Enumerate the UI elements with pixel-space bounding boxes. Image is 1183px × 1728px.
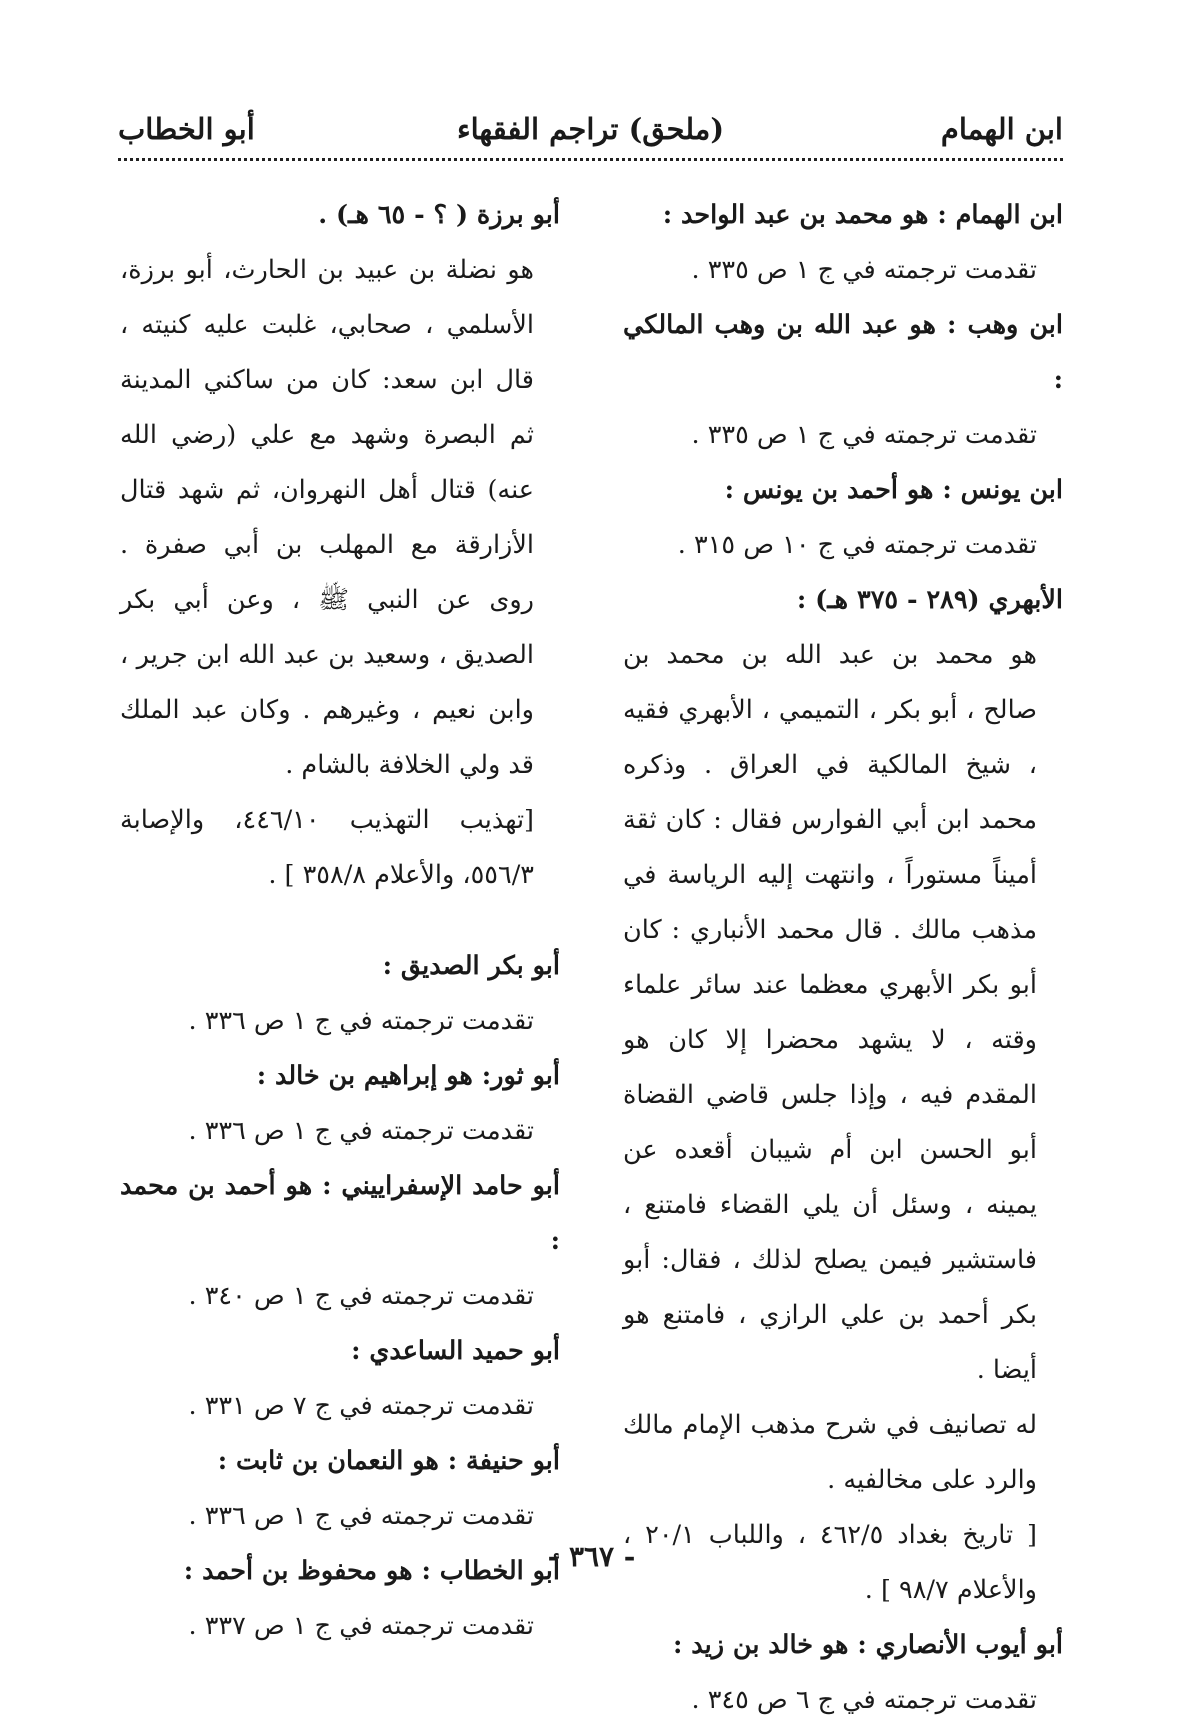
entry-text: تقدمت ترجمته في ج ١ ص ٣٣٦ . (188, 1501, 534, 1531)
entry-text: له تصانيف في شرح مذهب الإمام مالك والرد على مخالفيه . (623, 1410, 1037, 1495)
page-number: - ٣٦٧ - (547, 1540, 636, 1573)
page-header (118, 112, 1063, 158)
entry-heading: أبو حنيفة : هو النعمان بن ثابت : (217, 1446, 560, 1476)
header-left-title: أبو الخطاب (118, 112, 255, 146)
entry-heading: ابن يونس : هو أحمد بن يونس : (724, 475, 1063, 505)
paragraph-gap (120, 903, 560, 939)
entry-text: [ تاريخ بغداد ٤٦٢/٥ ، واللباب ٢٠/١ ، والأعلام ٩٨/٧ ] . (623, 1520, 1037, 1605)
entry-text: تقدمت ترجمته في ج ٦ ص ٣٤٥ . (691, 1685, 1037, 1715)
entry-text: تقدمت ترجمته في ج ١ ص ٣٣٥ . (691, 255, 1037, 285)
entry-text: هو نضلة بن عبيد بن الحارث، أبو برزة، الأسلمي ، صحابي، غلبت عليه كنيته ، قال ابن سعد: كان من ساكني المدينة ثم البصرة وشهد مع علي (رضي الله عنه) قتال أهل النهروان، ثم شهد قتال الأزارقة مع المهلب بن أبي صفرة . روى عن النبي ﷺ ، وعن أبي بكر الصديق ، وسعيد بن عبد الله ابن جرير ، وابن نعيم ، وغيرهم . وكان عبد الملك قد ولي الخلافة بالشام . (120, 255, 534, 780)
entry-heading: أبو حميد الساعدي : (351, 1336, 560, 1366)
entry-heading: ابن وهب : هو عبد الله بن وهب المالكي : (623, 310, 1063, 395)
entry-heading: أبو ثور: هو إبراهيم بن خالد : (256, 1061, 560, 1091)
entry-text: تقدمت ترجمته في ج ١ ص ٣٣٧ . (188, 1611, 534, 1641)
entry-heading: أبو الخطاب : هو محفوظ بن أحمد : (183, 1556, 560, 1586)
entry-text: [تهذيب التهذيب ٤٤٦/١٠، والإصابة ٥٥٦/٣، والأعلام ٣٥٨/٨ ] . (120, 805, 534, 890)
entry-text: تقدمت ترجمته في ج ٧ ص ٣٣١ . (188, 1391, 534, 1421)
entry-text: هو محمد بن عبد الله بن محمد بن صالح ، أبو بكر ، التميمي ، الأبهري فقيه ، شيخ المالكية في العراق . وذكره محمد ابن أبي الفوارس فقال : كان ثقة أميناً مستوراً ، وانتهت إليه الرياسة في مذهب مالك . قال محمد الأنباري : كان أبو بكر الأبهري معظما عند سائر علماء وقته ، لا يشهد محضرا إلا كان هو المقدم فيه ، وإذا جلس قاضي القضاة أبو الحسن ابن أم شيبان أقعده عن يمينه ، وسئل أن يلي القضاء فامتنع ، فاستشير فيمن يصلح لذلك ، فقال: أبو بكر أحمد بن علي الرازي ، فامتنع هو أيضا . (623, 640, 1037, 1385)
entry-heading: أبو أيوب الأنصاري : هو خالد بن زيد : (672, 1630, 1063, 1660)
entry-text: تقدمت ترجمته في ج ١ ص ٣٣٦ . (188, 1116, 534, 1146)
header-divider (118, 158, 1063, 161)
left-column (120, 188, 560, 1654)
entry-heading: أبو برزة ( ؟ - ٦٥ هـ) . (318, 200, 560, 230)
entry-heading: ابن الهمام : هو محمد بن عبد الواحد : (662, 200, 1063, 230)
header-right-title: ابن الهمام (940, 112, 1063, 146)
right-column (623, 188, 1063, 1728)
entry-heading: الأبهري (٢٨٩ - ٣٧٥ هـ) : (796, 585, 1063, 615)
entry-heading: أبو حامد الإسفراييني : هو أحمد بن محمد : (120, 1171, 560, 1256)
entry-text: تقدمت ترجمته في ج ١ ص ٣٣٥ . (691, 420, 1037, 450)
entry-heading: أبو بكر الصديق : (382, 951, 560, 981)
entry-text: تقدمت ترجمته في ج ١ ص ٣٣٦ . (188, 1006, 534, 1036)
entry-text: تقدمت ترجمته في ج ١٠ ص ٣١٥ . (677, 530, 1037, 560)
header-center-title: (ملحق) تراجم الفقهاء (456, 112, 725, 146)
entry-text: تقدمت ترجمته في ج ١ ص ٣٤٠ . (188, 1281, 534, 1311)
